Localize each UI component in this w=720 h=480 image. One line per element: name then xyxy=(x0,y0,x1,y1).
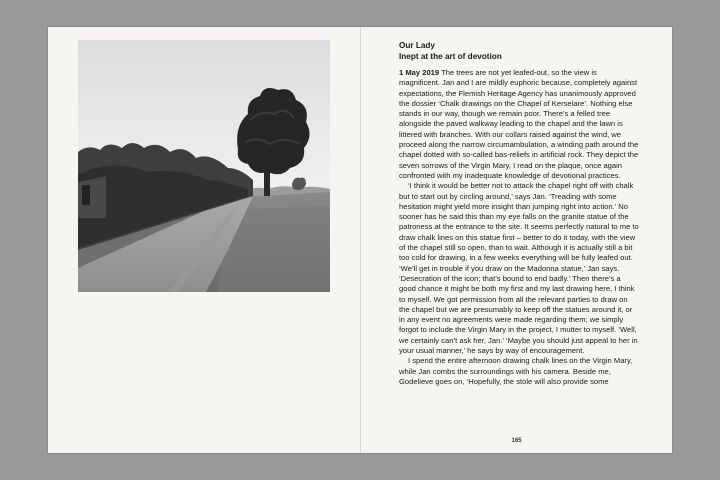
chapter-subheading: Inept at the art of devotion xyxy=(399,52,502,61)
body-paragraph-3: I spend the entire afternoon drawing chalk lines on the Virgin Mary, while Jan combs the surroundings with his camera. Beside me, Godelieve goes on, ‘Hopefully, the stole will also provide some xyxy=(399,356,633,386)
body-paragraph-2: ‘I think it would be better not to attack the chapel right off with chalk but to start out by circling around,’ says Jan. ‘Treading with some hesitation might yield more insight than jumping right into action.’ No sooner has he said this than my eye falls on the granite statue of the patroness at the entrance to the site. It seems perfectly natural to me to draw chalk lines on this statue first – better to do it today, with the view of the chapel still so open, than to wait. Although it is actually still a bit too cold for drawing, in a few weeks everything will be fully leafed out. ‘We’ll get in trouble if you draw on the Madonna statue,’ Jan says. ‘Desecration of the icon; that’s bound to end badly.’ Then there’s a good chance it might be both my first and my last drawing here, I think to myself. We got permission from all the relevant parties to draw on the chapel but we are presumably to keep off the statues around it, or in any event no agreements were made regarding them; we simply forgot to include the Virgin Mary in the project, I mutter to myself. ‘Well, we certainly can’t ask her, Jan.’ ‘Maybe you should just appeal to her in your usual manner,’ he says by way of encouragement. xyxy=(399,181,639,356)
book-spread xyxy=(48,27,672,453)
chapter-heading: Our Lady xyxy=(399,41,435,50)
text-block xyxy=(399,40,639,387)
right-page xyxy=(361,27,672,453)
body-paragraph-1 xyxy=(399,68,639,181)
page-number: 165 xyxy=(511,438,522,444)
photo-graphic xyxy=(78,40,330,292)
paragraph-1-text: The trees are not yet leafed-out, so the view is magnificent. Jan and I are mildly euphoric because, completely against expectations, the Flemish Heritage Agency has unanimously approved the dossier ‘Chalk drawings on the Chapel of Kerselare’. Nothing else stands in our way, though we remain poor. There’s a felled tree alongside the paved walkway leading to the chapel and the lawn is littered with branches. With our collars raised against the wind, we proceed along the narrow circumambulation, a winding path around the chapel dotted with so-called bas-reliefs in artificial rock. They depict the seven sorrows of the Virgin Mary, I read on the plaque, once again confronted with my inadequate knowledge of devotional practices. xyxy=(399,68,639,180)
left-page xyxy=(48,27,360,453)
landscape-photo xyxy=(78,40,330,292)
entry-date: 1 May 2019 xyxy=(399,68,440,77)
